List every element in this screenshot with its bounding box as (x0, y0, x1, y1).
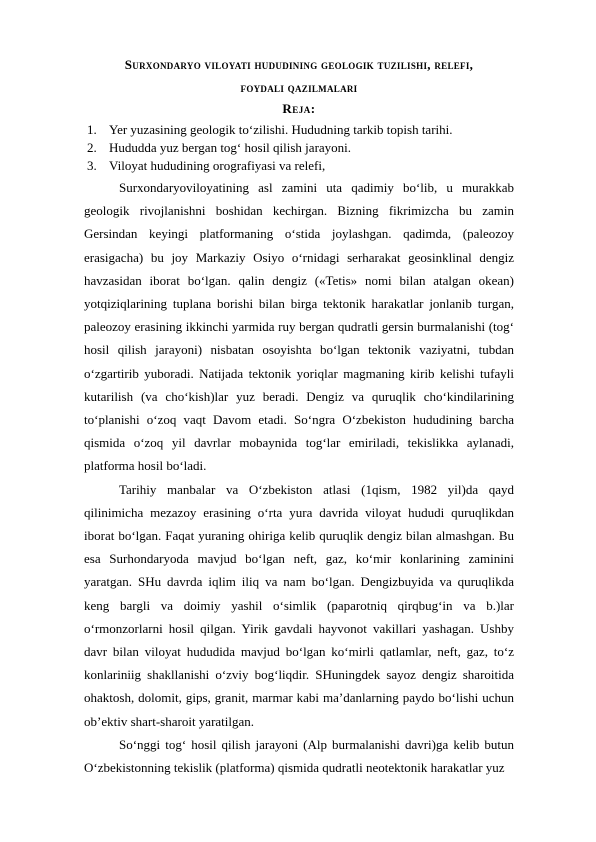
plan-item-number: 1. (87, 122, 97, 137)
plan-item (84, 157, 514, 175)
body-paragraph-1: Surxondaryoviloyatining asl zamini uta qadimiy bo‘lib, u murakkab geologik rivojlanishni boshidan kechirgan. Bizning fikrimizcha bu zamin Gersindan keyingi platformaning o‘stida joylashgan. qadimda, (paleozoy erasigacha) bu joy Markaziy Osiyo o‘rnidagi serharakat geosinklinal dengiz havzasidan iborat bo‘lgan. qalin dengiz («Tetis» nomi bilan atalgan okean) yotqiziqlarining tuplana borishi bilan birga tektonik harakatlar jonlanib turgan, paleozoy erasining ikkinchi yarmida ruy bergan qudratli gersin burmalanishi (tog‘ hosil qilish jarayoni) nisbatan osoyishta bo‘lgan tektonik vaziyatni, tubdan o‘zgartirib yuboradi. Natijada tektonik yoriqlar magmaning kirib kelishi tufayli kutarilish (va cho‘kish)lar yuz beradi. Dengiz va quruqlik cho‘kindilarining to‘planishi o‘zoq vaqt Davom etadi. So‘ngra O‘zbekiston hududining barcha qismida o‘zoq yil davrlar mobaynida tog‘lar emiriladi, tekislikka aylanadi, platforma hosil bo‘ladi. (84, 180, 514, 474)
plan-item-number: 3. (87, 158, 97, 173)
plan-item-number: 2. (87, 140, 97, 155)
plan-item-text: Hududda yuz bergan tog‘ hosil qilish jarayoni. (109, 140, 352, 155)
plan-list (84, 121, 514, 175)
title-line-2: foydali qazilmalari (240, 80, 358, 95)
plan-item-text: Yer yuzasining geologik to‘zilishi. Hududning tarkib topish tarihi. (109, 122, 453, 137)
plan-heading: Reja: (282, 101, 316, 116)
title-line-1: Surxondaryo viloyati hududining geologik tuzilishi, relefi, (124, 57, 474, 72)
body-paragraph-2: Tarihiy manbalar va O‘zbekiston atlasi (1qism, 1982 yil)da qayd qilinimicha mezazoy erasining o‘rta yura davrida viloyat hududi quruqlikdan iborat bo‘lgan. Faqat yuraning ohiriga kelib quruqlik dengiz bilan almashgan. Bu esa Surhondaryoda mavjud bo‘lgan neft, gaz, ko‘mir konlarining zaminini yaratgan. SHu davrda iqlim iliq va nam bo‘lgan. Dengizbuyida va quruqlikda keng bargli va doimiy yashil o‘simlik (paparotniq qirqbug‘in va b.)lar o‘rmonzorlarni hosil qilgan. Yirik gavdali hayvonot vakillari yashagan. Ushby davr bilan viloyat hududida mavjud bo‘lgan ko‘mirli qatlamlar, neft, gaz, to‘z konlariniig shakllanishi o‘zviy bog‘liqdir. SHuningdek sayoz dengiz sharoitida ohaktosh, dolomit, gips, granit, marmar kabi ma’danlarning paydo bo‘lishi uchun ob’ektiv shart-sharoit yaratilgan. (84, 481, 514, 729)
plan-item (84, 139, 514, 157)
plan-item (84, 121, 514, 139)
document-page (84, 52, 514, 779)
plan-item-text: Viloyat hududining orografiyasi va relefi, (109, 158, 326, 173)
body-paragraph-3: So‘nggi tog‘ hosil qilish jarayoni (Alp burmalanishi davri)ga kelib butun O‘zbekistonning tekislik (platforma) qismida qudratli neotektonik harakatlar yuz (84, 736, 514, 776)
